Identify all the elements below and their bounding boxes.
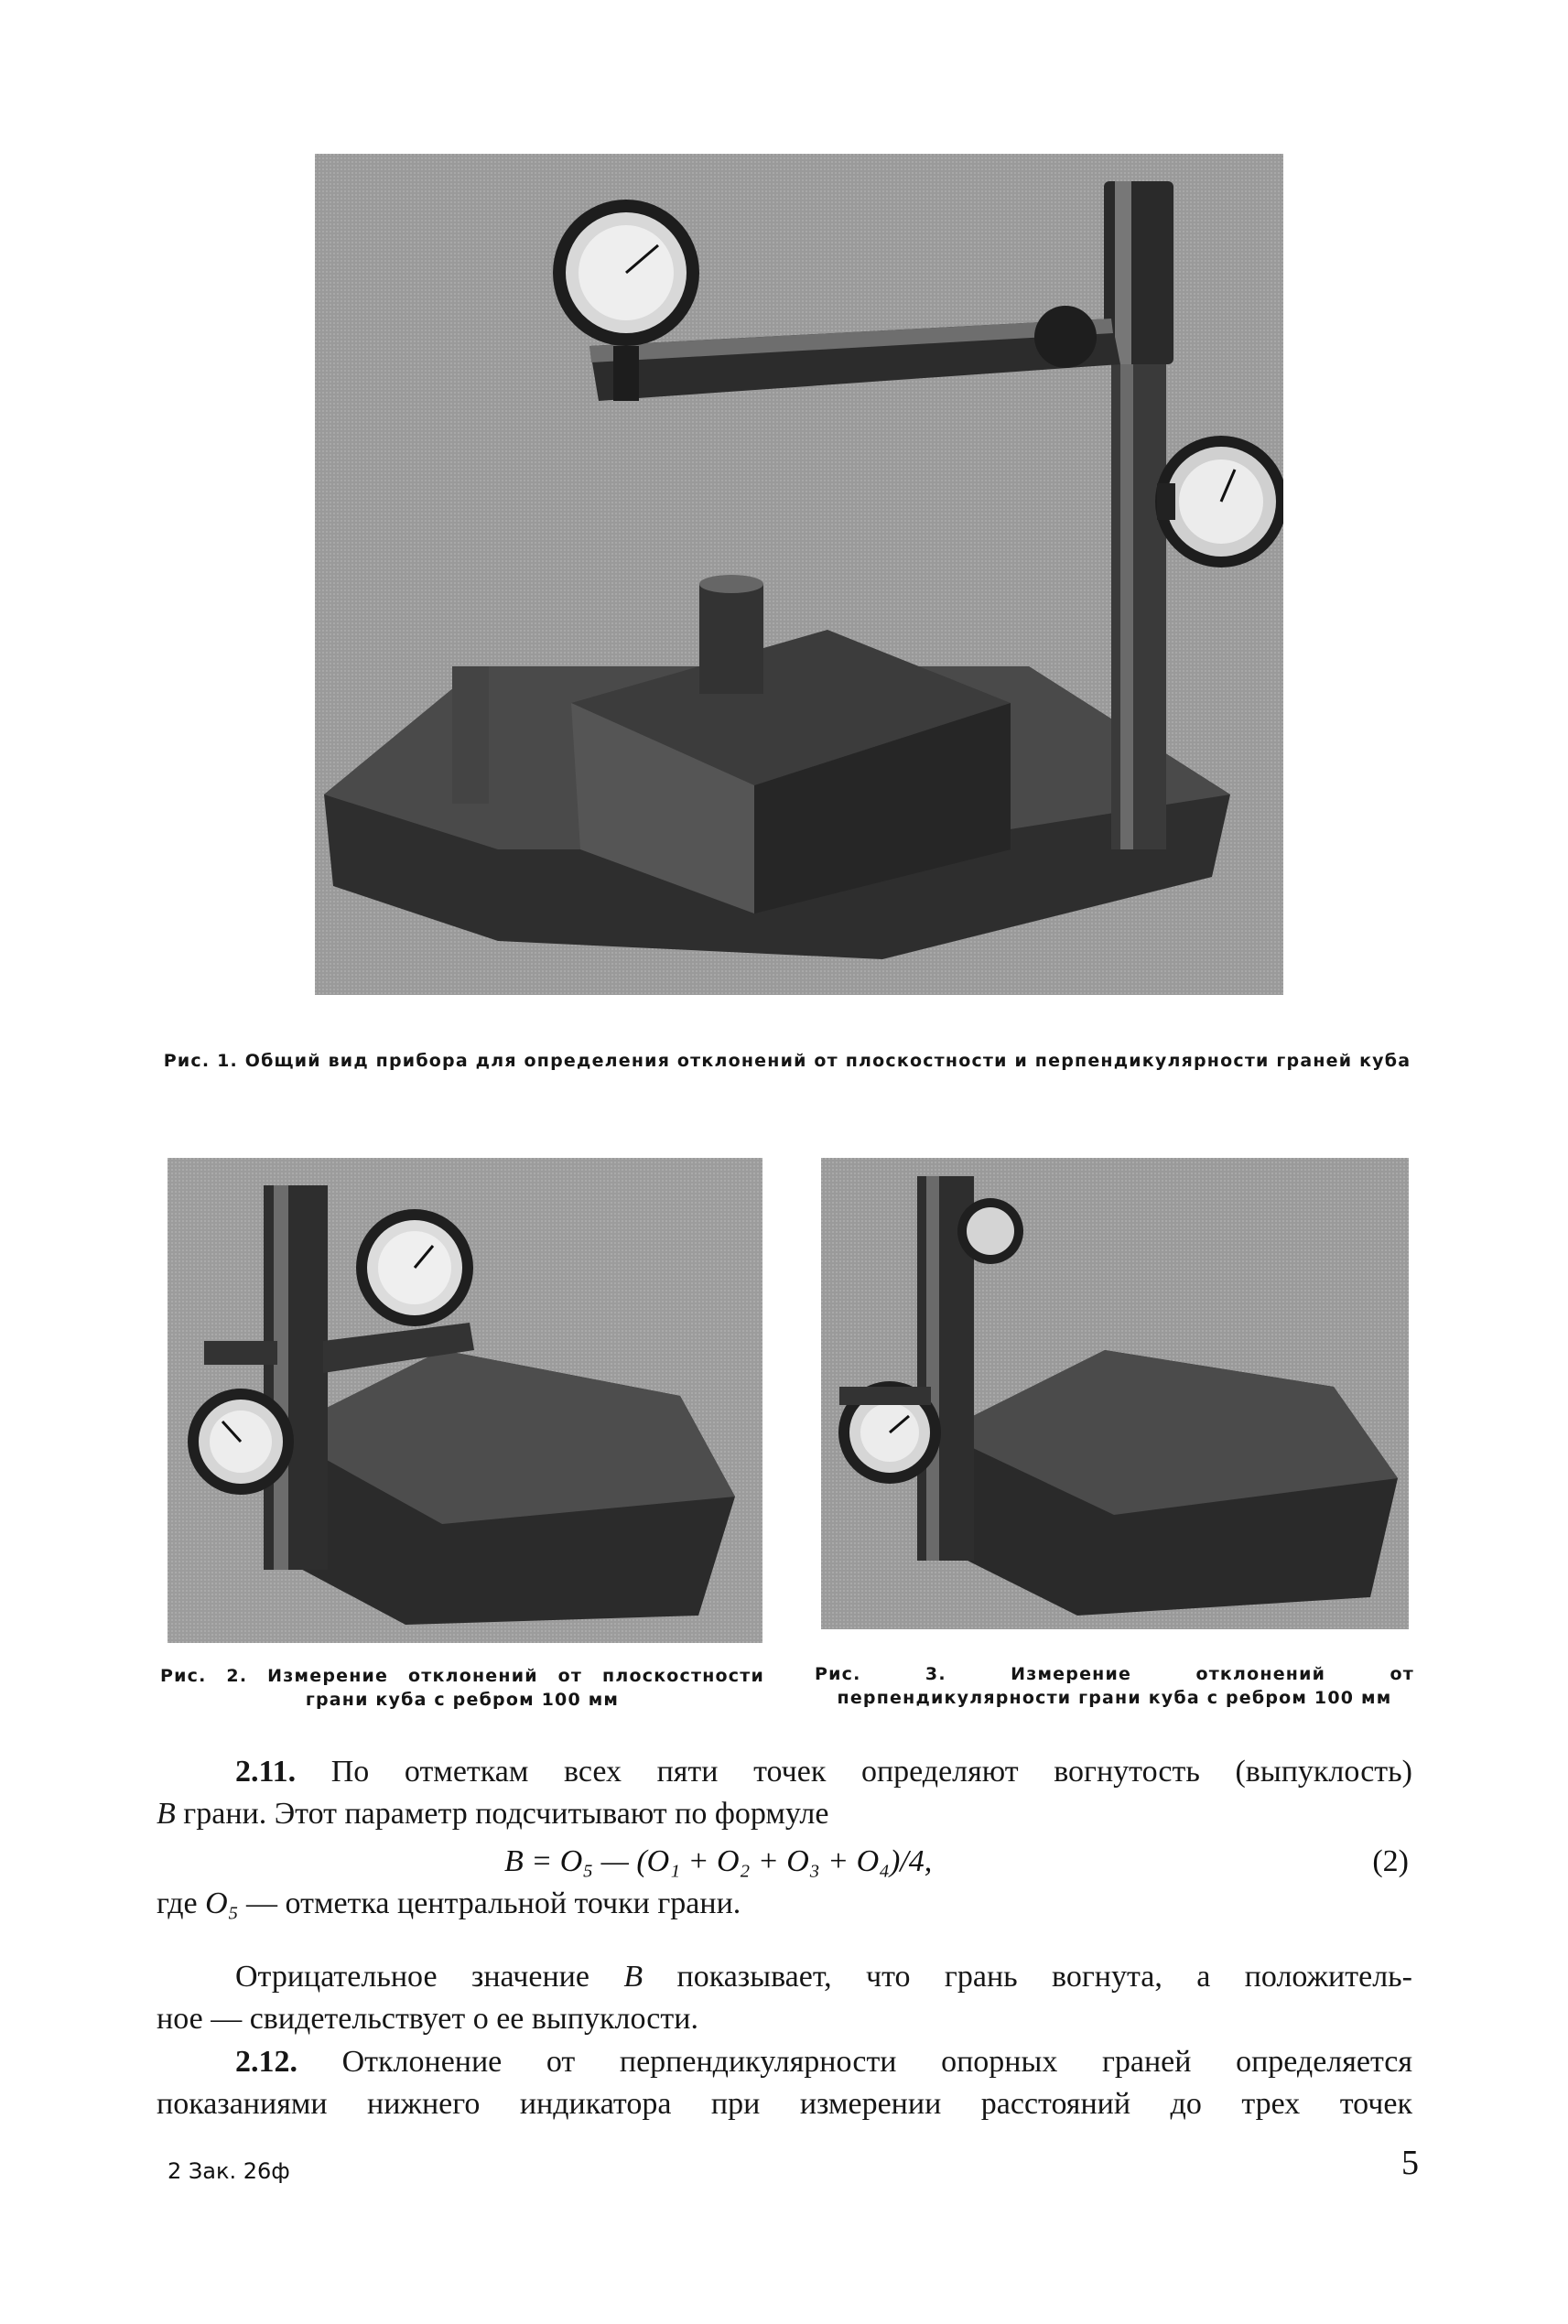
variable-b: В: [623, 1960, 643, 1994]
legend-prefix: где: [157, 1886, 198, 1920]
variable-b: В: [157, 1797, 176, 1831]
formula-legend: [157, 1883, 1412, 1925]
paragraph-text: показаниями нижнего индикатора при измерении расстояний до трех точек: [157, 2087, 1412, 2121]
device-general-view-illustration: [315, 154, 1283, 995]
paragraph-text: грани. Этот параметр подсчитывают по формуле: [183, 1797, 829, 1831]
paragraph-text: Отклонение от перпендикулярности опорных граней определяется: [341, 2045, 1412, 2079]
variable-o5: O₅: [205, 1886, 239, 1920]
clause-number: 2.11.: [235, 1755, 297, 1789]
page-number: 5: [1401, 2144, 1419, 2182]
legend-text: — отметка центральной точки грани.: [246, 1886, 741, 1920]
formula-expression: [504, 1841, 932, 1883]
formula-number: (2): [1372, 1844, 1409, 1878]
figure-2-caption: Рис. 2. Измерение отклонений от плоскостности грани куба с ребром 100 мм: [160, 1666, 764, 1710]
figure-3-caption: Рис. 3. Измерение отклонений от перпендикулярности грани куба с ребром 100 мм: [815, 1664, 1414, 1708]
figure-1-caption: Рис. 1. Общий вид прибора для определения отклонений от плоскостности и перпендикулярности граней куба: [163, 1051, 1411, 1071]
formula-2: [157, 1841, 1412, 1883]
paragraph-negative-value: [157, 1956, 1412, 2040]
paragraph-text: Отрицательное значение: [235, 1960, 589, 1994]
figure-1-photo: [315, 154, 1283, 995]
figure-2-photo: [168, 1158, 762, 1643]
figure-3-photo: [821, 1158, 1409, 1629]
flatness-measurement-illustration: [168, 1158, 762, 1643]
paragraph-text: показывает, что грань вогнута, а положитель-: [676, 1960, 1412, 1994]
formula-variable-b: B: [504, 1844, 524, 1878]
paragraph-text: По отметкам всех пяти точек определяют вогнутость (выпуклость): [330, 1755, 1412, 1789]
clause-number: 2.12.: [235, 2045, 297, 2079]
paragraph-2-11: [157, 1751, 1412, 1835]
paragraph-2-12: [157, 2041, 1412, 2125]
formula-right-side: = O₅ — (O₁ + O₂ + O₃ + O₄)/4,: [523, 1844, 933, 1878]
perpendicularity-measurement-illustration: [821, 1158, 1409, 1629]
paragraph-text: ное — свидетельствует о ее выпуклости.: [157, 2002, 698, 2036]
order-number: 2 Зак. 26ф: [168, 2158, 290, 2184]
